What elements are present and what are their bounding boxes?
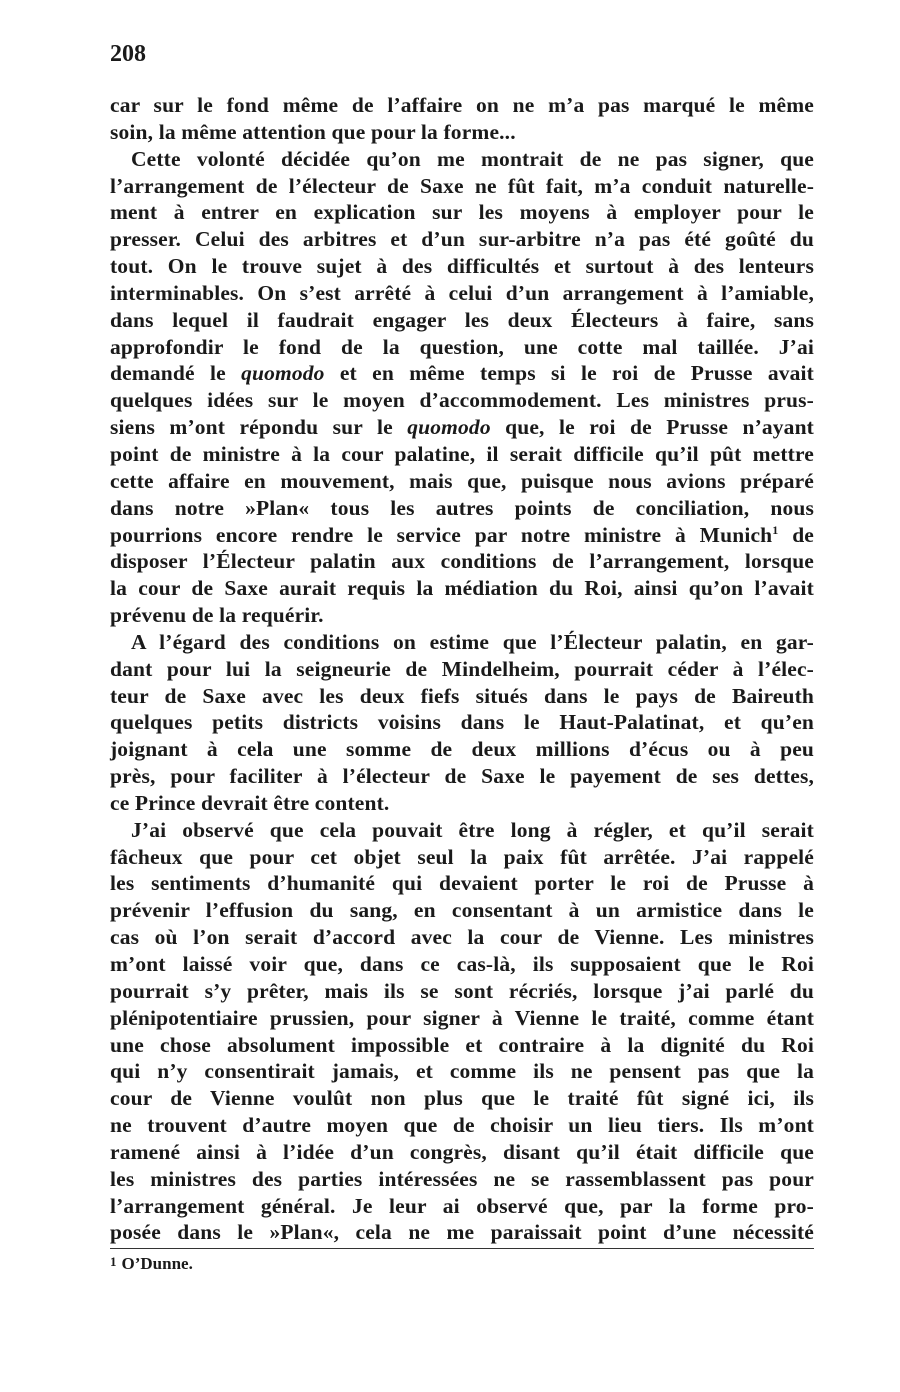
text-line: point de ministre à la cour palatine, il serait difficile qu’il pût mettre xyxy=(110,441,814,466)
text-line: près, pour faciliter à l’électeur de Saxe le payement de ses dettes, xyxy=(110,764,814,789)
page-number: 208 xyxy=(110,41,146,67)
text-line: cette affaire en mouvement, mais que, puisque nous avions préparé xyxy=(110,468,814,493)
footnote-rule xyxy=(110,1248,814,1249)
text-line: ce Prince devrait être content. xyxy=(110,790,390,815)
text-line: car sur le fond même de l’affaire on ne m’a pas marqué le même xyxy=(110,93,814,117)
text-line: l’arrangement de l’électeur de Saxe ne fût fait, m’a conduit naturelle- xyxy=(110,173,814,198)
text-line: quelques petits districts voisins dans le Haut-Palatinat, et qu’en xyxy=(110,710,814,735)
footnote xyxy=(110,1251,193,1275)
footnote-mark: 1 xyxy=(110,1254,117,1269)
text-line: soin, la même attention que pour la forme... xyxy=(110,119,516,144)
text-line: prévenu de la requérir. xyxy=(110,603,324,628)
italic-term: quomodo xyxy=(407,415,491,440)
italic-term: quomodo xyxy=(241,361,325,386)
text-line: dans lequel il faudrait engager les deux Électeurs à faire, sans xyxy=(110,307,814,332)
footnote-text: O’Dunne. xyxy=(121,1254,193,1273)
text-line: fâcheux que pour cet objet seul la paix fût arrêtée. J’ai rappelé xyxy=(110,844,814,869)
text-line: approfondir le fond de la question, une cotte mal taillée. J’ai xyxy=(110,334,814,359)
body-text xyxy=(110,92,814,1246)
text-line: dans notre »Plan« tous les autres points de conciliation, nous xyxy=(110,495,814,520)
text-line xyxy=(110,360,814,387)
text-line: disposer l’Électeur palatin aux conditions de l’arrangement, lorsque xyxy=(110,549,814,574)
footnote-reference: 1 xyxy=(772,522,779,537)
text-line: qui n’y consentirait jamais, et comme ils ne pensent pas que la xyxy=(110,1059,814,1084)
text-line: m’ont laissé voir que, dans ce cas-là, ils supposaient que le Roi xyxy=(110,952,814,976)
text-line xyxy=(110,414,814,441)
text-segment: pourrions encore rendre le service par notre ministre à Munich xyxy=(110,522,773,547)
text-line: l’arrangement général. Je leur ai observé que, par la forme pro- xyxy=(110,1193,814,1218)
text-line: A l’égard des conditions on estime que l’Électeur palatin, en gar- xyxy=(131,629,814,654)
text-line: ment à entrer en explication sur les moyens à employer pour le xyxy=(110,200,814,225)
text-line: les ministres des parties intéressées ne se rassemblassent pas pour xyxy=(110,1166,814,1191)
text-line: J’ai observé que cela pouvait être long à régler, et qu’il serait xyxy=(131,817,814,842)
text-line: posée dans le »Plan«, cela ne me paraissait point d’une nécessité xyxy=(110,1220,814,1245)
text-line: cour de Vienne voulût non plus que le traité fût signé ici, ils xyxy=(110,1086,814,1111)
text-line: la cour de Saxe aurait requis la médiation du Roi, ainsi qu’on l’avait xyxy=(110,576,814,601)
text-line: ramené ainsi à l’idée d’un congrès, disant qu’il était difficile que xyxy=(110,1139,814,1164)
text-line: joignant à cela une somme de deux millions d’écus ou à peu xyxy=(110,737,814,762)
text-segment: que, le roi de Prusse n’ayant xyxy=(490,415,814,440)
text-segment: siens m’ont répondu sur le xyxy=(110,415,408,440)
text-line: Cette volonté décidée qu’on me montrait de ne pas signer, que xyxy=(131,146,814,171)
text-line: dant pour lui la seigneurie de Mindelheim, pourrait céder à l’élec- xyxy=(110,656,814,681)
text-line: tout. On le trouve sujet à des difficultés et surtout à des lenteurs xyxy=(110,254,814,279)
text-segment: et en même temps si le roi de Prusse avait xyxy=(324,361,814,386)
text-line: pourrait s’y prêter, mais ils se sont récriés, lorsque j’ai parlé du xyxy=(110,978,814,1003)
text-line: une chose absolument impossible et contraire à la dignité du Roi xyxy=(110,1032,814,1057)
text-line: presser. Celui des arbitres et d’un sur-arbitre n’a pas été goûté du xyxy=(110,227,814,252)
text-line: teur de Saxe avec les deux fiefs situés dans le pays de Baireuth xyxy=(110,683,814,708)
text-line: plénipotentiaire prussien, pour signer à Vienne le traité, comme étant xyxy=(110,1005,814,1030)
text-line: ne trouvent d’autre moyen que de choisir un lieu tiers. Ils m’ont xyxy=(110,1113,814,1138)
text-segment: de xyxy=(778,522,814,547)
text-line: cas où l’on serait d’accord avec la cour de Vienne. Les ministres xyxy=(110,925,814,950)
text-line: quelques idées sur le moyen d’accommodement. Les ministres prus- xyxy=(110,388,814,413)
text-line: interminables. On s’est arrêté à celui d’un arrangement à l’amiable, xyxy=(110,280,814,305)
text-line xyxy=(110,522,814,549)
text-segment: demandé le xyxy=(110,361,242,386)
text-line: les sentiments d’humanité qui devaient porter le roi de Prusse à xyxy=(110,871,814,896)
text-line: prévenir l’effusion du sang, en consentant à un armistice dans le xyxy=(110,898,814,923)
